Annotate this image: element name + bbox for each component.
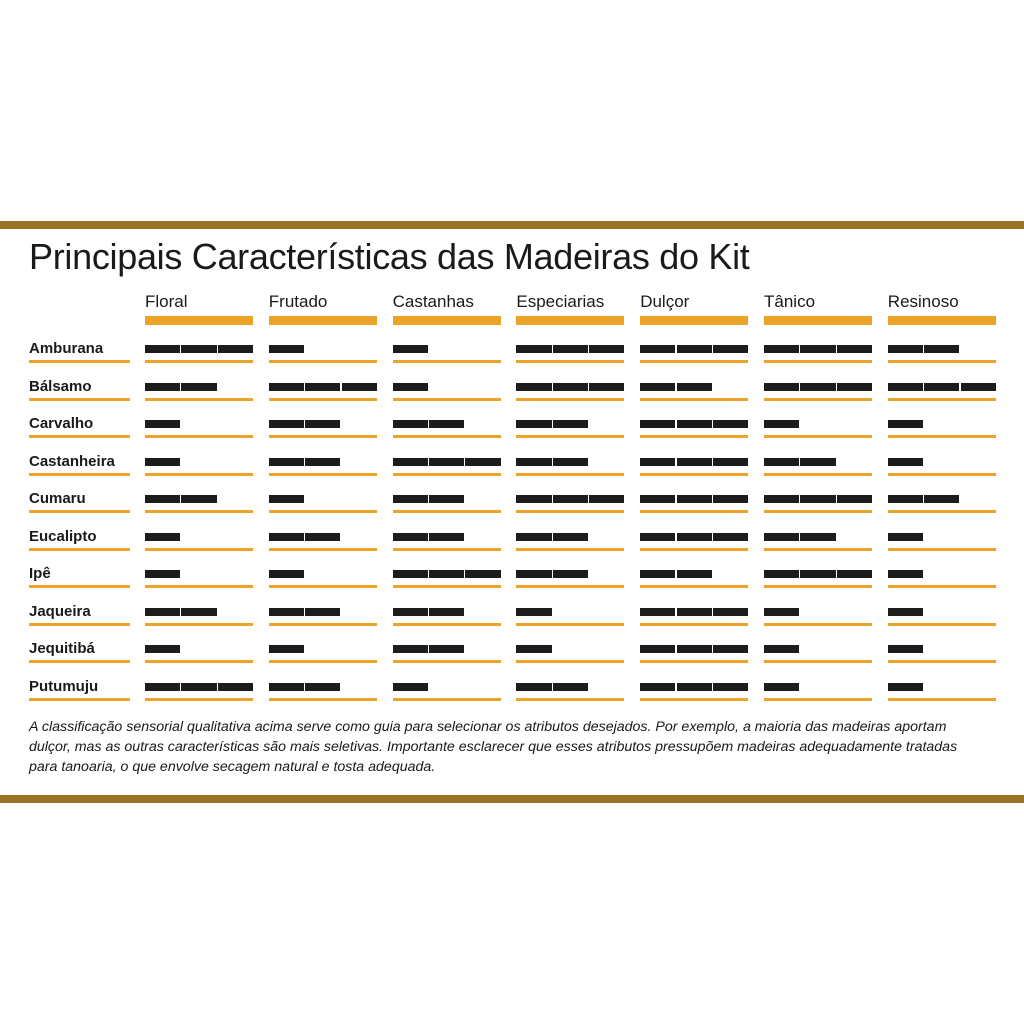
level-block	[553, 345, 588, 353]
level-block	[429, 570, 464, 578]
level-block	[888, 345, 923, 353]
cell-underline	[516, 548, 624, 551]
level-block	[800, 570, 835, 578]
cell-underline	[269, 585, 377, 588]
level-block	[677, 345, 712, 353]
cell-underline	[640, 398, 748, 401]
level-block	[181, 383, 216, 391]
level-block	[677, 420, 712, 428]
level-block	[713, 645, 748, 653]
level-block	[305, 533, 340, 541]
cell-underline	[269, 510, 377, 513]
level-block	[589, 345, 624, 353]
cell-underline	[145, 510, 253, 513]
level-block	[640, 383, 675, 391]
level-block	[342, 383, 377, 391]
level-block	[640, 645, 675, 653]
row-label: Jaqueira	[29, 602, 91, 620]
cell-underline	[640, 623, 748, 626]
level-block	[924, 495, 959, 503]
level-block	[393, 458, 428, 466]
level-block	[393, 683, 428, 691]
cell-underline	[393, 473, 501, 476]
level-block	[677, 683, 712, 691]
cell-underline	[640, 435, 748, 438]
level-block	[713, 458, 748, 466]
level-block	[145, 458, 180, 466]
column-header: Castanhas	[392, 292, 474, 311]
level-block	[516, 570, 551, 578]
level-block	[764, 570, 799, 578]
row-underline	[29, 435, 130, 438]
row-underline	[29, 660, 130, 663]
row-underline	[29, 548, 130, 551]
level-block	[393, 420, 428, 428]
level-block	[640, 608, 675, 616]
level-block	[640, 533, 675, 541]
level-block	[305, 683, 340, 691]
row-label: Eucalipto	[29, 527, 97, 545]
cell-underline	[393, 548, 501, 551]
column-header-bar	[640, 316, 748, 325]
row-underline	[29, 698, 130, 701]
level-block	[305, 420, 340, 428]
level-block	[888, 533, 923, 541]
level-block	[677, 495, 712, 503]
row-label: Carvalho	[29, 415, 94, 432]
level-block	[837, 345, 872, 353]
level-block	[393, 570, 428, 578]
row-label: Jequitibá	[29, 640, 95, 657]
cell-underline	[269, 548, 377, 551]
level-block	[888, 608, 923, 616]
level-block	[888, 645, 923, 653]
cell-underline	[764, 623, 872, 626]
row-underline	[29, 510, 130, 513]
cell-underline	[764, 585, 872, 588]
footnote: A classificação sensorial qualitativa acima serve como guia para selecionar os atributos desejados. Por exemplo, a maioria das madeiras aportam dulçor, mas as outras características são mais seletivas. Importante esclarecer que esses atributos pressupõem madeiras adequadamente tratadas para tanoaria, o que envolve secagem natural e tosta adequada.	[29, 719, 958, 775]
cell-underline	[764, 398, 872, 401]
cell-underline	[145, 623, 253, 626]
level-block	[553, 458, 588, 466]
level-block	[181, 683, 216, 691]
level-block	[145, 683, 180, 691]
level-block	[305, 383, 340, 391]
column-header: Especiarias	[516, 292, 605, 311]
level-block	[516, 495, 551, 503]
level-block	[589, 495, 624, 503]
cell-underline	[888, 660, 996, 663]
level-block	[713, 495, 748, 503]
column-header-bar	[888, 316, 996, 325]
level-block	[516, 608, 551, 616]
level-block	[145, 570, 180, 578]
level-block	[145, 608, 180, 616]
level-block	[516, 383, 551, 391]
level-block	[516, 683, 551, 691]
cell-underline	[269, 660, 377, 663]
level-block	[269, 570, 304, 578]
level-block	[888, 458, 923, 466]
level-block	[924, 345, 959, 353]
level-block	[888, 420, 923, 428]
cell-underline	[888, 435, 996, 438]
level-block	[429, 420, 464, 428]
top-rule	[0, 221, 1024, 229]
level-block	[888, 570, 923, 578]
cell-underline	[145, 435, 253, 438]
level-block	[764, 645, 799, 653]
cell-underline	[145, 473, 253, 476]
row-label: Putumuju	[29, 677, 99, 695]
row-underline	[29, 473, 130, 476]
column-header: Frutado	[268, 292, 328, 311]
level-block	[800, 383, 835, 391]
column-header: Resinoso	[887, 292, 959, 311]
cell-underline	[640, 510, 748, 513]
level-block	[269, 608, 304, 616]
cell-underline	[640, 360, 748, 363]
cell-underline	[516, 398, 624, 401]
level-block	[764, 345, 799, 353]
cell-underline	[640, 585, 748, 588]
level-block	[218, 345, 253, 353]
cell-underline	[269, 623, 377, 626]
level-block	[145, 345, 180, 353]
cell-underline	[764, 698, 872, 701]
cell-underline	[393, 623, 501, 626]
cell-underline	[145, 585, 253, 588]
cell-underline	[888, 548, 996, 551]
column-header-bar	[764, 316, 872, 325]
level-block	[269, 420, 304, 428]
level-block	[269, 383, 304, 391]
level-block	[553, 683, 588, 691]
cell-underline	[516, 435, 624, 438]
cell-underline	[888, 510, 996, 513]
level-block	[393, 383, 428, 391]
cell-underline	[640, 473, 748, 476]
level-block	[713, 345, 748, 353]
level-block	[640, 570, 675, 578]
level-block	[677, 570, 712, 578]
row-underline	[29, 585, 130, 588]
cell-underline	[888, 473, 996, 476]
level-block	[924, 383, 959, 391]
cell-underline	[888, 360, 996, 363]
cell-underline	[393, 510, 501, 513]
level-block	[640, 458, 675, 466]
cell-underline	[640, 698, 748, 701]
level-block	[305, 608, 340, 616]
level-block	[145, 420, 180, 428]
level-block	[764, 458, 799, 466]
row-label: Cumaru	[29, 490, 86, 507]
cell-underline	[269, 398, 377, 401]
cell-underline	[269, 360, 377, 363]
cell-underline	[269, 473, 377, 476]
level-block	[393, 645, 428, 653]
level-block	[640, 345, 675, 353]
row-label: Amburana	[29, 340, 104, 357]
level-block	[305, 458, 340, 466]
level-block	[516, 645, 551, 653]
level-block	[713, 420, 748, 428]
level-block	[516, 345, 551, 353]
chart-title: Principais Características das Madeiras do Kit	[29, 236, 750, 277]
level-block	[553, 420, 588, 428]
level-block	[429, 608, 464, 616]
level-block	[516, 533, 551, 541]
column-header: Tânico	[764, 292, 816, 311]
column-header-bar	[516, 316, 624, 325]
level-block	[837, 495, 872, 503]
bottom-rule	[0, 795, 1024, 803]
column-header: Floral	[145, 292, 188, 311]
level-block	[764, 420, 799, 428]
level-block	[800, 533, 835, 541]
level-block	[181, 345, 216, 353]
level-block	[553, 533, 588, 541]
level-block	[145, 533, 180, 541]
cell-underline	[393, 435, 501, 438]
cell-underline	[640, 548, 748, 551]
level-block	[888, 383, 923, 391]
level-block	[269, 345, 304, 353]
cell-underline	[393, 585, 501, 588]
level-block	[713, 533, 748, 541]
level-block	[516, 458, 551, 466]
level-block	[429, 533, 464, 541]
level-block	[764, 533, 799, 541]
level-block	[764, 683, 799, 691]
level-block	[465, 458, 500, 466]
cell-underline	[516, 473, 624, 476]
row-label: Ipê	[29, 565, 51, 582]
level-block	[837, 383, 872, 391]
level-block	[393, 533, 428, 541]
cell-underline	[516, 698, 624, 701]
level-block	[553, 570, 588, 578]
cell-underline	[393, 660, 501, 663]
level-block	[269, 495, 304, 503]
cell-underline	[145, 398, 253, 401]
level-block	[640, 420, 675, 428]
column-header-bar	[145, 316, 253, 325]
cell-underline	[888, 698, 996, 701]
row-underline	[29, 623, 130, 626]
cell-underline	[764, 435, 872, 438]
level-block	[181, 495, 216, 503]
cell-underline	[145, 660, 253, 663]
level-block	[553, 383, 588, 391]
level-block	[553, 495, 588, 503]
cell-underline	[516, 660, 624, 663]
level-block	[800, 345, 835, 353]
level-block	[269, 533, 304, 541]
level-block	[888, 495, 923, 503]
level-block	[393, 345, 428, 353]
cell-underline	[516, 623, 624, 626]
cell-underline	[145, 548, 253, 551]
level-block	[677, 645, 712, 653]
level-block	[145, 645, 180, 653]
cell-underline	[764, 510, 872, 513]
level-block	[269, 458, 304, 466]
column-header-bar	[269, 316, 377, 325]
level-block	[713, 683, 748, 691]
cell-underline	[764, 660, 872, 663]
level-block	[800, 495, 835, 503]
cell-underline	[764, 360, 872, 363]
cell-underline	[764, 473, 872, 476]
cell-underline	[640, 660, 748, 663]
cell-underline	[269, 435, 377, 438]
level-block	[269, 645, 304, 653]
cell-underline	[516, 510, 624, 513]
cell-underline	[888, 398, 996, 401]
level-block	[516, 420, 551, 428]
cell-underline	[393, 398, 501, 401]
level-block	[218, 683, 253, 691]
level-block	[961, 383, 996, 391]
level-block	[145, 383, 180, 391]
level-block	[677, 458, 712, 466]
cell-underline	[393, 360, 501, 363]
cell-underline	[145, 360, 253, 363]
column-header: Dulçor	[640, 292, 690, 311]
cell-underline	[145, 698, 253, 701]
level-block	[269, 683, 304, 691]
level-block	[764, 383, 799, 391]
level-block	[888, 683, 923, 691]
cell-underline	[516, 585, 624, 588]
row-underline	[29, 398, 130, 401]
level-block	[677, 608, 712, 616]
level-block	[465, 570, 500, 578]
cell-underline	[269, 698, 377, 701]
level-block	[393, 495, 428, 503]
level-block	[640, 683, 675, 691]
cell-underline	[764, 548, 872, 551]
level-block	[764, 608, 799, 616]
level-block	[429, 645, 464, 653]
cell-underline	[888, 585, 996, 588]
row-label: Castanheira	[29, 452, 115, 470]
level-block	[145, 495, 180, 503]
level-block	[429, 458, 464, 466]
level-block	[589, 383, 624, 391]
row-label: Bálsamo	[29, 377, 92, 395]
level-block	[393, 608, 428, 616]
level-block	[429, 495, 464, 503]
cell-underline	[888, 623, 996, 626]
row-underline	[29, 360, 130, 363]
level-block	[837, 570, 872, 578]
level-block	[677, 383, 712, 391]
level-block	[640, 495, 675, 503]
level-block	[677, 533, 712, 541]
level-block	[800, 458, 835, 466]
level-block	[181, 608, 216, 616]
cell-underline	[393, 698, 501, 701]
level-block	[713, 608, 748, 616]
column-header-bar	[393, 316, 501, 325]
cell-underline	[516, 360, 624, 363]
level-block	[764, 495, 799, 503]
